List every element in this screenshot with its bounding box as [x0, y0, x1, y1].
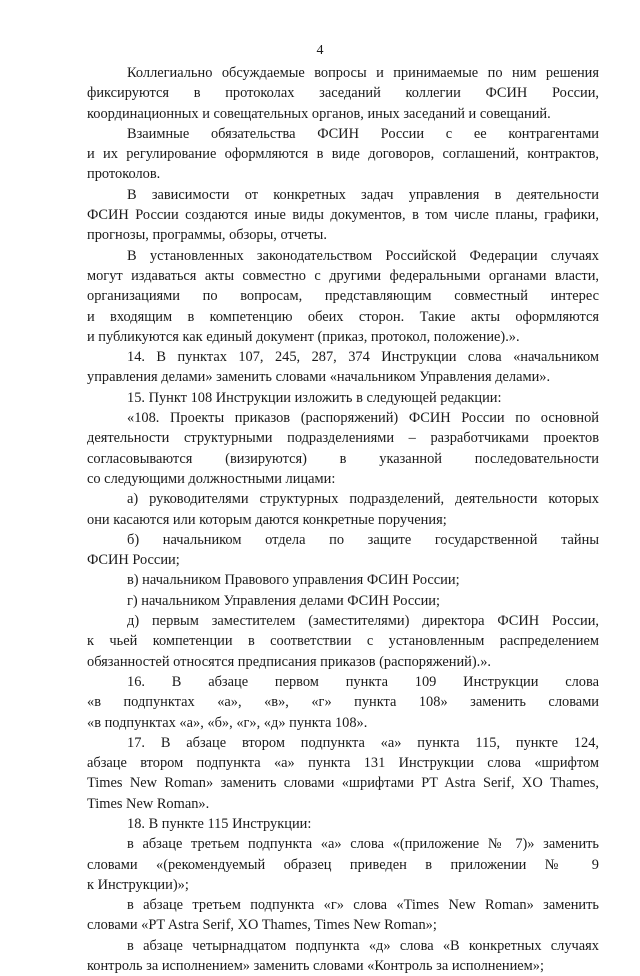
text-line: и входящим в компетенцию обеих сторон. Такие акты оформляются — [87, 308, 599, 325]
text-line: к Инструкции)»; — [87, 876, 189, 893]
text-line: Взаимные обязательства ФСИН России с ее контрагентами — [127, 125, 599, 142]
text-line: организациями по вопросам, представляющим совместный интерес — [87, 288, 599, 305]
text-line: к чьей компетенции в соответствии с установленным распределением — [87, 633, 599, 650]
text-line: могут издаваться акты совместно с другими федеральными органами власти, — [87, 267, 599, 284]
paragraph — [87, 347, 599, 388]
text-line: деятельности структурными подразделениями – разработчиками проектов — [87, 430, 599, 447]
text-line: ФСИН России; — [87, 552, 180, 569]
paragraph — [87, 814, 599, 834]
paragraph — [87, 733, 599, 814]
text-line: абзаце втором подпункта «а» пункта 131 Инструкции слова «шрифтом — [87, 755, 599, 772]
text-line: согласовываются (визируются) в указанной последовательности — [87, 450, 599, 467]
text-line: управления делами» заменить словами «начальником Управления делами». — [87, 369, 551, 386]
paragraph — [87, 489, 599, 530]
paragraph — [87, 124, 599, 185]
text-line: они касаются или которым даются конкретные поручения; — [87, 511, 447, 528]
text-line: в абзаце третьем подпункта «а» слова «(приложение № 7)» заменить — [127, 836, 599, 853]
text-line: координационных и совещательных органов, иных заседаний и совещаний. — [87, 105, 551, 122]
paragraph — [87, 388, 599, 408]
text-line: 16. В абзаце первом пункта 109 Инструкции слова — [127, 673, 599, 690]
text-line: со следующими должностными лицами: — [87, 470, 336, 487]
page-number: 4 — [316, 43, 324, 58]
paragraph — [87, 570, 599, 590]
text-line: прогнозы, программы, обзоры, отчеты. — [87, 227, 327, 244]
paragraph — [87, 63, 599, 124]
text-line: 17. В абзаце втором подпункта «а» пункта 115, пункте 124, — [127, 734, 599, 751]
text-line: 15. Пункт 108 Инструкции изложить в следующей редакции: — [127, 389, 502, 406]
document-body — [87, 63, 599, 976]
text-line: словами «PT Astra Serif, XO Thames, Times New Roman»; — [87, 917, 437, 934]
text-line: фиксируются в протоколах заседаний коллегии ФСИН России, — [87, 85, 599, 102]
text-line: контроль за исполнением» заменить словами «Контроль за исполнением»; — [87, 958, 544, 975]
text-line: д) первым заместителем (заместителями) директора ФСИН России, — [127, 613, 599, 630]
text-line: Times New Roman» заменить словами «шрифтами PT Astra Serif, XO Thames, — [87, 775, 599, 792]
text-line: в абзаце третьем подпункта «г» слова «Times New Roman» заменить — [127, 897, 599, 914]
text-line: г) начальником Управления делами ФСИН России; — [127, 592, 440, 609]
text-line: «108. Проекты приказов (распоряжений) ФСИН России по основной — [127, 410, 599, 427]
paragraph — [87, 246, 599, 347]
text-line: обязанностей относятся предписания приказов (распоряжений).». — [87, 653, 492, 670]
text-line: в абзаце четырнадцатом подпункта «д» слова «В конкретных случаях — [127, 937, 599, 954]
text-line: 18. В пункте 115 Инструкции: — [127, 815, 312, 832]
text-line: протоколов. — [87, 166, 161, 183]
paragraph — [87, 834, 599, 895]
text-line: «в подпунктах «а», «б», «г», «д» пункта 108». — [87, 714, 368, 731]
text-line: В установленных законодательством Российской Федерации случаях — [127, 247, 599, 264]
paragraph — [87, 611, 599, 672]
paragraph — [87, 591, 599, 611]
text-line: Times New Roman». — [87, 795, 210, 812]
paragraph — [87, 185, 599, 246]
text-line: Коллегиально обсуждаемые вопросы и принимаемые по ним решения — [127, 65, 599, 81]
text-line: «в подпунктах «а», «в», «г» пункта 108» заменить словами — [87, 694, 599, 711]
text-line: в) начальником Правового управления ФСИН России; — [127, 572, 460, 589]
text-line: б) начальником отдела по защите государственной тайны — [127, 531, 599, 548]
paragraph — [87, 936, 599, 976]
paragraph — [87, 895, 599, 936]
paragraph — [87, 408, 599, 489]
paragraph — [87, 530, 599, 571]
text-line: 14. В пунктах 107, 245, 287, 374 Инструкции слова «начальником — [127, 349, 599, 366]
text-line: В зависимости от конкретных задач управления в деятельности — [127, 186, 599, 203]
text-line: а) руководителями структурных подразделений, деятельности которых — [127, 491, 599, 508]
text-line: ФСИН России создаются иные виды документов, в том числе планы, графики, — [87, 207, 599, 224]
text-line: и их регулирование оформляются в виде договоров, соглашений, контрактов, — [87, 146, 599, 163]
paragraph — [87, 672, 599, 733]
text-line: словами «(рекомендуемый образец приведен в приложении № 9 — [87, 856, 599, 873]
text-line: и публикуются как единый документ (приказ, протокол, положение).». — [87, 328, 520, 345]
